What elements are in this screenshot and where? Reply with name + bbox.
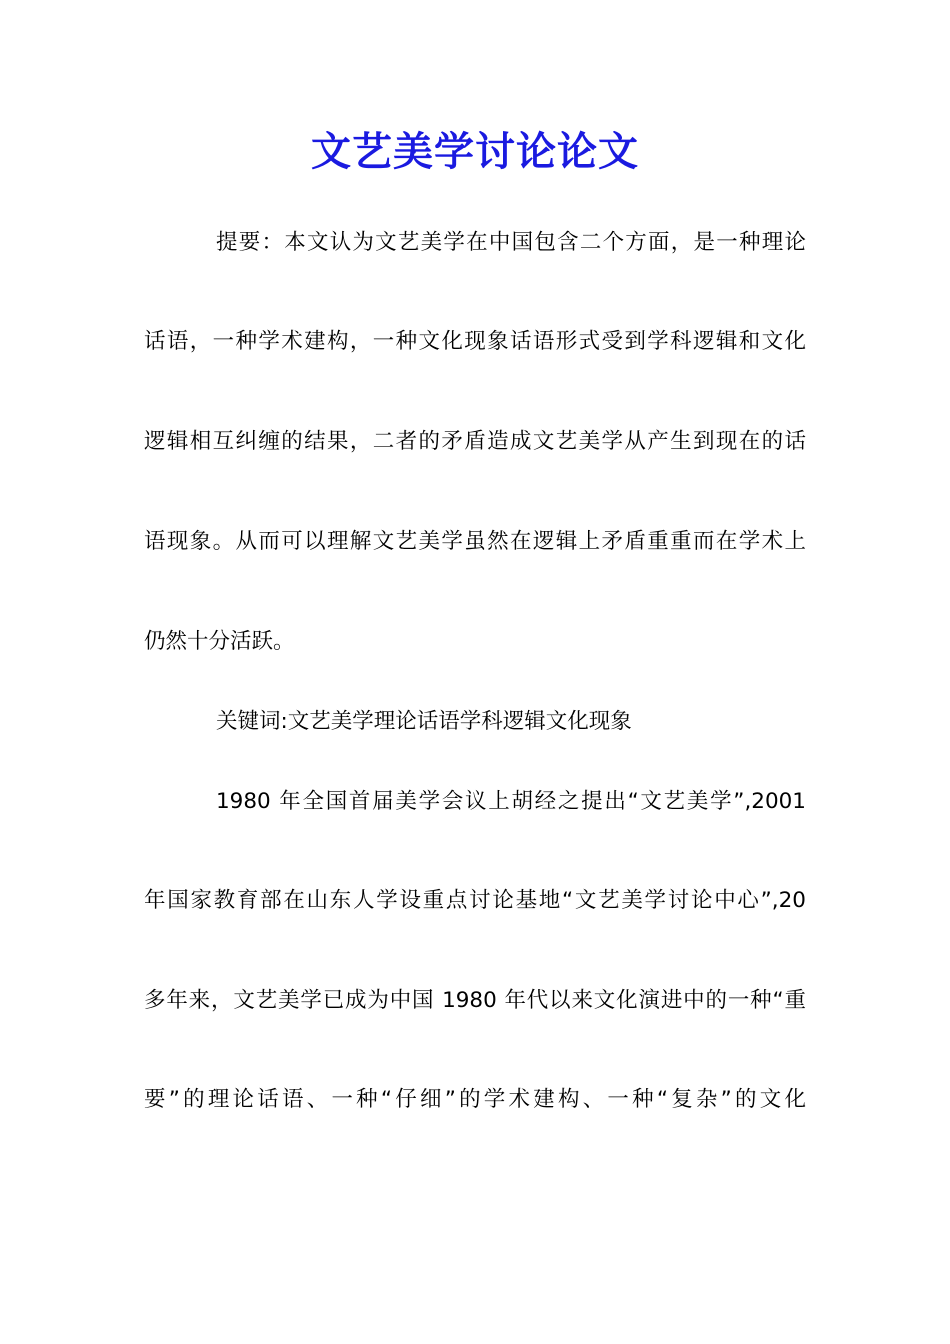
abstract-line: 仍然十分活跃。	[144, 629, 295, 654]
abstract-line: 提要：本文认为文艺美学在中国包含二个方面，是一种理论	[216, 230, 806, 255]
body-line: 1980 年全国首届美学会议上胡经之提出“文艺美学”,2001	[216, 789, 806, 814]
body-line: 要”的理论话语、一种“仔细”的学术建构、一种“复杂”的文化	[144, 1087, 806, 1112]
keywords-line: 关键词:文艺美学理论话语学科逻辑文化现象	[216, 709, 632, 734]
body-line: 多年来，文艺美学已成为中国 1980 年代以来文化演进中的一种“重	[144, 988, 806, 1013]
document-title: 文艺美学讨论论文	[311, 129, 639, 175]
abstract-line: 话语，一种学术建构，一种文化现象话语形式受到学科逻辑和文化	[144, 329, 806, 354]
abstract-line: 逻辑相互纠缠的结果，二者的矛盾造成文艺美学从产生到现在的话	[144, 429, 806, 454]
body-line: 年国家教育部在山东人学设重点讨论基地“文艺美学讨论中心”,20	[144, 888, 806, 913]
abstract-line: 语现象。从而可以理解文艺美学虽然在逻辑上矛盾重重而在学术上	[144, 529, 806, 554]
